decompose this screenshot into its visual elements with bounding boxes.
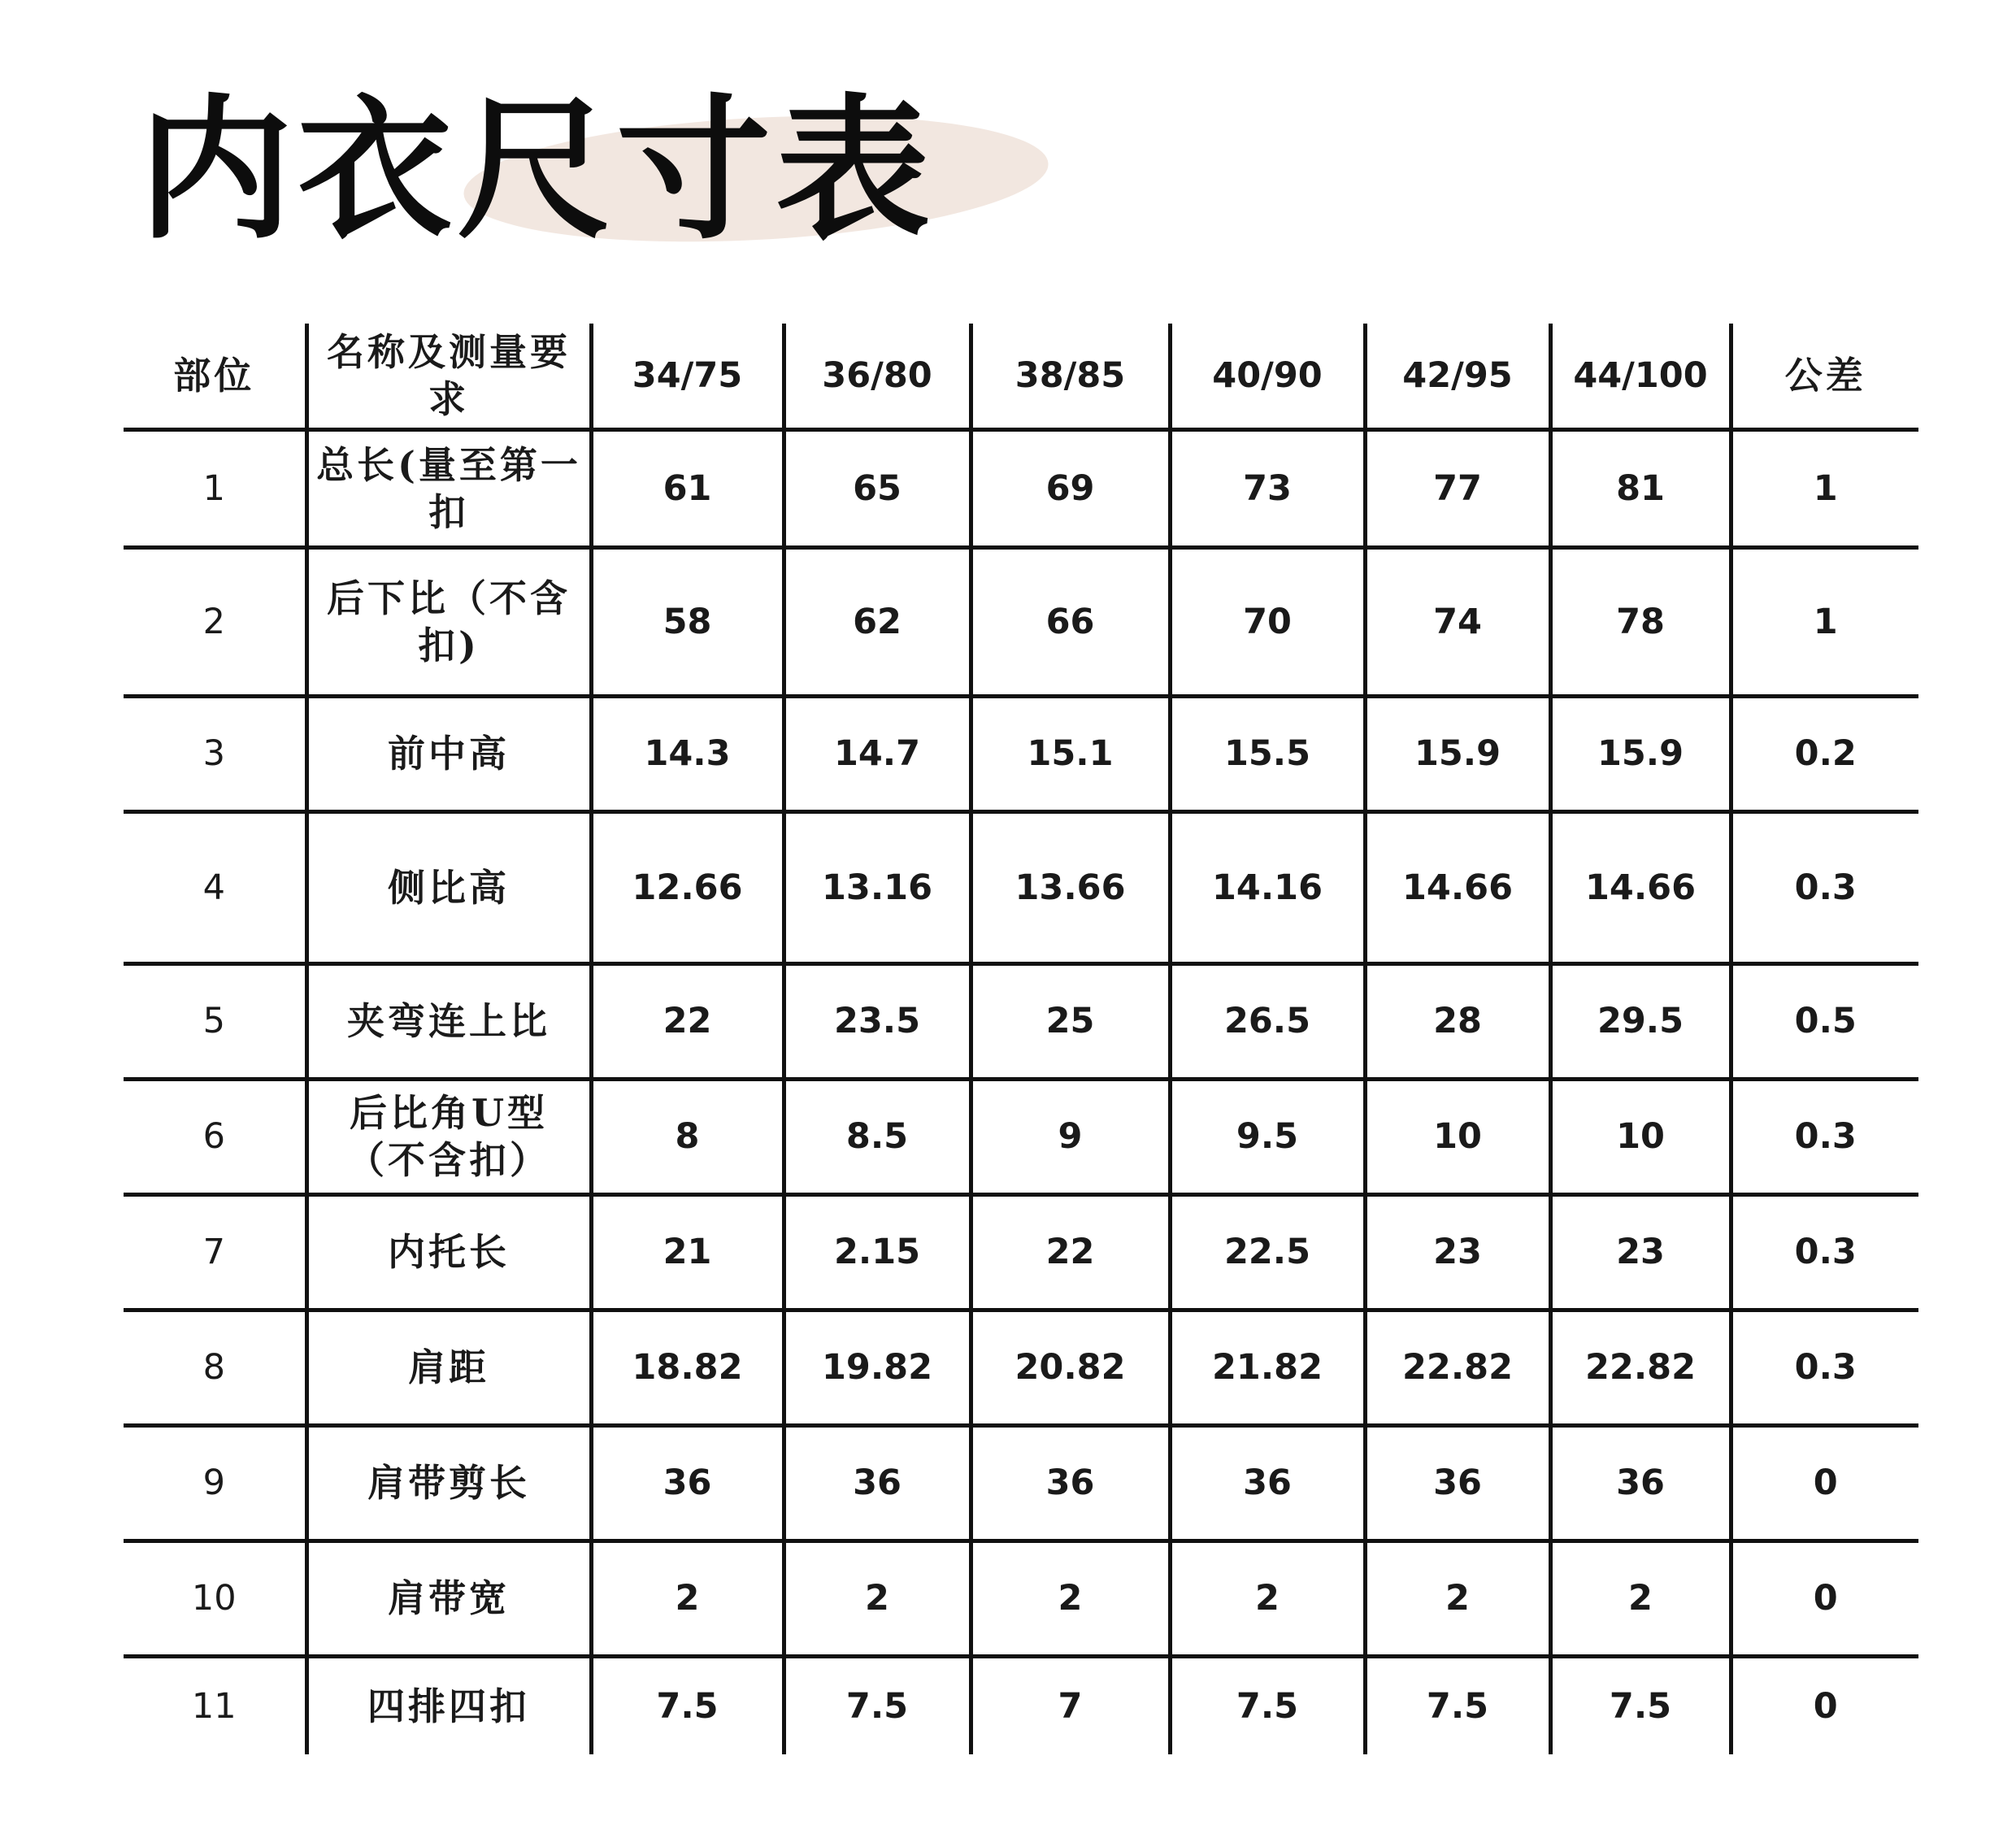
size-value-cell: 65 (784, 429, 971, 547)
size-value-cell: 26.5 (1170, 963, 1365, 1079)
measurement-name-cell: 侧比高 (306, 811, 591, 963)
size-value-cell: 7.5 (784, 1656, 971, 1754)
size-value-cell: 22 (591, 963, 784, 1079)
size-value-cell: 15.1 (971, 696, 1170, 811)
column-header: 公差 (1731, 324, 1918, 429)
table-row (124, 429, 1918, 547)
column-header: 部位 (173, 353, 255, 398)
part-number-cell: 2 (124, 547, 306, 696)
table-row (124, 696, 1918, 811)
size-value-cell: 9 (971, 1079, 1170, 1194)
column-header: 38/85 (971, 324, 1170, 429)
size-value-cell: 22.5 (1170, 1194, 1365, 1310)
measurement-name-cell: 四排四扣 (306, 1656, 591, 1754)
part-number-cell: 3 (124, 696, 306, 811)
size-value-cell: 29.5 (1550, 963, 1731, 1079)
size-value-cell: 18.82 (591, 1310, 784, 1425)
column-header: 名称及测量要求 (306, 324, 591, 429)
part-number-cell: 5 (124, 963, 306, 1079)
size-value-cell: 7.5 (1170, 1656, 1365, 1754)
tolerance-cell: 0.3 (1731, 811, 1918, 963)
size-value-cell: 10 (1365, 1079, 1550, 1194)
size-value-cell: 23.5 (784, 963, 971, 1079)
part-number-cell: 4 (124, 811, 306, 963)
size-value-cell: 36 (784, 1425, 971, 1541)
size-value-cell: 36 (971, 1425, 1170, 1541)
size-value-cell: 14.66 (1550, 811, 1731, 963)
size-value-cell: 14.3 (591, 696, 784, 811)
tolerance-cell: 0.2 (1731, 696, 1918, 811)
table-row (124, 1194, 1918, 1310)
size-value-cell: 20.82 (971, 1310, 1170, 1425)
table-row (124, 547, 1918, 696)
tolerance-cell: 0.3 (1731, 1079, 1918, 1194)
part-number-cell: 7 (124, 1194, 306, 1310)
tolerance-cell: 1 (1731, 547, 1918, 696)
part-number-cell: 6 (124, 1079, 306, 1194)
size-value-cell: 12.66 (591, 811, 784, 963)
tolerance-cell: 0 (1731, 1425, 1918, 1541)
table-header-row (124, 324, 1918, 429)
size-value-cell: 2 (1170, 1541, 1365, 1656)
size-value-cell: 21.82 (1170, 1310, 1365, 1425)
size-value-cell: 7 (971, 1656, 1170, 1754)
size-value-cell: 7.5 (591, 1656, 784, 1754)
table-row (124, 1079, 1918, 1194)
part-number-cell: 1 (124, 429, 306, 547)
part-number-cell: 9 (124, 1425, 306, 1541)
tolerance-cell: 0 (1731, 1656, 1918, 1754)
measurement-name-cell: 肩带剪长 (306, 1425, 591, 1541)
size-value-cell: 21 (591, 1194, 784, 1310)
size-value-cell: 19.82 (784, 1310, 971, 1425)
table-body (124, 324, 1918, 1754)
column-header: 34/75 (591, 324, 784, 429)
size-value-cell: 2 (1550, 1541, 1731, 1656)
tolerance-cell: 0.3 (1731, 1310, 1918, 1425)
size-value-cell: 69 (971, 429, 1170, 547)
column-header: 44/100 (1550, 324, 1731, 429)
measurement-name-cell: 后下比（不含扣) (306, 547, 591, 696)
measurement-name-cell: 后比角U型（不含扣） (306, 1079, 591, 1194)
tolerance-cell: 1 (1731, 429, 1918, 547)
size-table (124, 324, 1918, 1754)
size-value-cell: 13.16 (784, 811, 971, 963)
size-value-cell: 14.16 (1170, 811, 1365, 963)
size-value-cell: 61 (591, 429, 784, 547)
size-value-cell: 8.5 (784, 1079, 971, 1194)
size-value-cell: 36 (1170, 1425, 1365, 1541)
table-row (124, 811, 1918, 963)
measurement-name-cell: 前中高 (306, 696, 591, 811)
size-value-cell: 36 (591, 1425, 784, 1541)
size-value-cell: 58 (591, 547, 784, 696)
size-value-cell: 7.5 (1365, 1656, 1550, 1754)
size-value-cell: 7.5 (1550, 1656, 1731, 1754)
size-value-cell: 62 (784, 547, 971, 696)
size-value-cell: 78 (1550, 547, 1731, 696)
measurement-name-cell: 夹弯连上比 (306, 963, 591, 1079)
size-value-cell: 10 (1550, 1079, 1731, 1194)
measurement-name-cell: 总长(量至第一扣 (306, 429, 591, 547)
size-value-cell: 81 (1550, 429, 1731, 547)
size-value-cell: 23 (1550, 1194, 1731, 1310)
size-value-cell: 28 (1365, 963, 1550, 1079)
size-value-cell: 66 (971, 547, 1170, 696)
size-value-cell: 14.7 (784, 696, 971, 811)
column-header: 40/90 (1170, 324, 1365, 429)
table-row (124, 1541, 1918, 1656)
size-value-cell: 2 (971, 1541, 1170, 1656)
size-value-cell: 22 (971, 1194, 1170, 1310)
table-row (124, 1425, 1918, 1541)
size-value-cell: 36 (1365, 1425, 1550, 1541)
size-value-cell: 8 (591, 1079, 784, 1194)
size-value-cell: 73 (1170, 429, 1365, 547)
size-value-cell: 2 (1365, 1541, 1550, 1656)
measurement-name-cell: 肩带宽 (306, 1541, 591, 1656)
size-value-cell: 77 (1365, 429, 1550, 547)
size-value-cell: 15.9 (1365, 696, 1550, 811)
size-value-cell: 9.5 (1170, 1079, 1365, 1194)
size-value-cell: 13.66 (971, 811, 1170, 963)
size-value-cell: 36 (1550, 1425, 1731, 1541)
measurement-name-cell: 内托长 (306, 1194, 591, 1310)
size-value-cell: 2 (784, 1541, 971, 1656)
column-header: 42/95 (1365, 324, 1550, 429)
size-value-cell: 2.15 (784, 1194, 971, 1310)
table-row (124, 963, 1918, 1079)
size-value-cell: 2 (591, 1541, 784, 1656)
tolerance-cell: 0.5 (1731, 963, 1918, 1079)
size-value-cell: 25 (971, 963, 1170, 1079)
size-value-cell: 22.82 (1550, 1310, 1731, 1425)
size-value-cell: 15.9 (1550, 696, 1731, 811)
table-row (124, 1656, 1918, 1754)
measurement-name-cell: 肩距 (306, 1310, 591, 1425)
size-value-cell: 22.82 (1365, 1310, 1550, 1425)
tolerance-cell: 0.3 (1731, 1194, 1918, 1310)
part-number-cell: 8 (124, 1310, 306, 1425)
tolerance-cell: 0 (1731, 1541, 1918, 1656)
part-number-cell: 10 (124, 1541, 306, 1656)
size-value-cell: 70 (1170, 547, 1365, 696)
part-number-cell: 11 (124, 1656, 306, 1754)
size-value-cell: 14.66 (1365, 811, 1550, 963)
page-title: 内衣尺寸表 (138, 80, 936, 260)
size-value-cell: 15.5 (1170, 696, 1365, 811)
column-header: 36/80 (784, 324, 971, 429)
size-value-cell: 23 (1365, 1194, 1550, 1310)
title-area (138, 77, 951, 264)
table-row (124, 1310, 1918, 1425)
size-value-cell: 74 (1365, 547, 1550, 696)
